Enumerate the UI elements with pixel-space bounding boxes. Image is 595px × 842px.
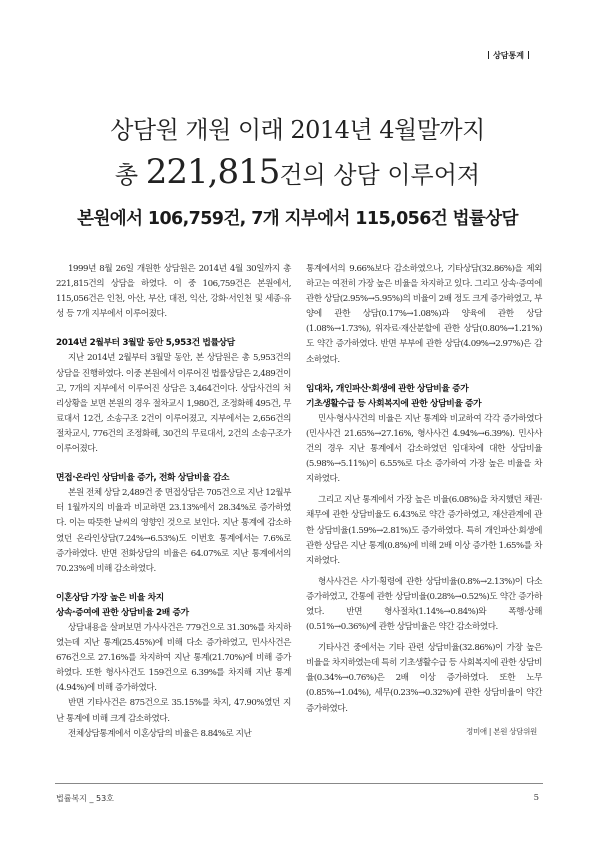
headline-number: 221,815 [145, 152, 280, 192]
left-column [56, 262, 291, 742]
section4-heading-line2: 기초생활수급 등 사회복지에 관한 상담비율 증가 [306, 398, 482, 409]
section4-paragraph2: 그리고 지난 통계에서 가장 높은 비율(6.08%)을 차지했던 채권·채무에 관한 상담비율도 6.43%로 약간 증가하였고, 재산관계에 관한 상담비율(1.59%→2.81%)도 증가하였다. 특히 개인파산·회생에 관한 상담은 지난 통계(0.8%)에 비해 2배 이상 증가한 1.65%를 차지하였다. [306, 495, 542, 566]
author-credit: 정미애 | 본원 상담위원 [466, 727, 537, 736]
section-label [484, 50, 533, 61]
headline-suffix: 건의 상담 이루어져 [279, 161, 481, 189]
footer-publication: 법률복지 _ 53호 [56, 794, 114, 803]
section4-heading-line1: 임대차, 개인파산·회생에 관한 상담비율 증가 [306, 383, 469, 394]
section3-heading-line1: 이혼상담 가장 높은 비율 차지 [56, 592, 164, 603]
headline-prefix: 총 [114, 161, 146, 189]
section1-heading: 2014년 2월부터 3월말 동안 5,953건 법률상담 [56, 338, 235, 349]
divider-left [488, 51, 489, 59]
divider-right [528, 51, 529, 59]
headline-line2 [0, 152, 595, 192]
page-number: 5 [533, 793, 539, 803]
continued-paragraph: 통계에서의 9.66%보다 감소하였으나, 기타상담(32.86%)을 제외하고는 여전히 가장 높은 비율을 차지하고 있다. 그리고 상속·증여에 관한 상담(2.95%→5.95%)의 비율이 2배 정도 크게 증가하였고, 부양에 관한 상담(0.17%→1.08%)과 양육에 관한 상담(1.08%→1.73%), 위자료·재산분할에 관한 상담(0.80%→1.21%)도 약간 증가하였다. 반면 부부에 관한 상담(4.09%→2.97%)은 감소하였다. [306, 264, 542, 365]
section2-heading: 면접·온라인 상담비율 증가, 전화 상담비율 감소 [56, 473, 230, 484]
section4-paragraph3: 형사사건은 사기·횡령에 관한 상담비율(0.8%→2.13%)이 다소 증가하였고, 간통에 관한 상담비율(0.28%→0.52%)도 약간 증가하였다. 반면 형사절차(1.14%→0.84%)와 폭행·상해(0.51%→0.36%)에 관한 상담비율은 약간 감소하였다. [306, 576, 542, 633]
right-column [306, 262, 542, 717]
section1-paragraph: 지난 2014년 2월부터 3월말 동안, 본 상담원은 총 5,953건의 상담을 진행하였다. 이중 본원에서 이루어진 법률상담은 2,489건이고, 7개의 지부에서 이루어진 상담은 3,464건이다. 상담사건의 처리상황을 보면 본원의 경우 절차교시 1,980건, 조정화해 495건, 무료대서 12건, 소송구조 2건이 이루어졌고, 지부에서는 2,656건의 절차교시, 776건의 조정화해, 30건의 무료대서, 2건의 소송구조가 이루어졌다. [56, 353, 291, 455]
section2-paragraph: 본원 전체 상담 2,489건 중 면접상담은 705건으로 지난 12월부터 1월까지의 비율과 비교하면 23.13%에서 28.34%로 증가하였다. 이는 따뜻한 날씨의 영향인 것으로 보인다. 지난 통계에 감소하였던 온라인상담(7.24%→6.53%)도 이번호 통계에서는 7.6%로 증가하였다. 반면 전화상담의 비율은 64.07%로 지난 통계에서의 70.23%에 비해 감소하였다. [56, 488, 291, 574]
section3-paragraph2: 반면 기타사건은 875건으로 35.15%를 차지, 47.90%였던 지난 통계에 비해 크게 감소하였다. [56, 698, 291, 724]
footer-divider [55, 783, 543, 784]
section-label-text: 상담통계 [493, 51, 524, 60]
intro-paragraph: 1999년 8월 26일 개원한 상담원은 2014년 4월 30일까지 총 221,815건의 상담을 하였다. 이 중 106,759건은 본원에서, 115,056건은 인천, 아산, 부산, 대전, 익산, 강화·서인천 및 세종·유성 등 7개 지부에서 이루어졌다. [56, 264, 291, 320]
section3-heading-line2: 상속·증여에 관한 상담비율 2배 증가 [56, 607, 189, 618]
section4-paragraph4: 기타사건 중에서는 기타 관련 상담비율(32.86%)이 가장 높은 비율을 차지하였는데 특히 기초생활수급 등 사회복지에 관한 상담비율(0.34%→0.76%)은 2배 이상 증가하였다. 또한 노무(0.85%→1.04%), 세무(0.23%→0.32%)에 관한 상담비율이 약간 증가하였다. [306, 643, 542, 714]
subtitle: 본원에서 106,759건, 7개 지부에서 115,056건 법률상담 [77, 209, 518, 229]
section3-paragraph1: 상담내용을 살펴보면 가사사건은 779건으로 31.30%를 차지하였는데 지난 통계(25.45%)에 비해 다소 증가하였고, 민사사건은 676건으로 27.16%를 차지하여 지난 통계(21.70%)에 비해 증가하였다. 또한 형사사건도 159건으로 6.39%를 차지해 지난 통계(4.94%)에 비해 증가하였다. [56, 622, 291, 694]
section4-paragraph1: 민사·형사사건의 비율은 지난 통계와 비교하여 각각 증가하였다(민사사건 21.65%→27.16%, 형사사건 4.94%→6.39%). 민사사건의 경우 지난 통계에서 감소하였던 임대차에 대한 상담비율(5.98%→5.11%)이 6.55%로 다소 증가하여 가장 높은 비율을 차지하였다. [306, 413, 542, 485]
headline-line1: 상담원 개원 이래 2014년 4월말까지 [110, 116, 485, 144]
section3-paragraph3: 전체상담통계에서 이혼상담의 비율은 8.84%로 지난 [68, 728, 252, 739]
